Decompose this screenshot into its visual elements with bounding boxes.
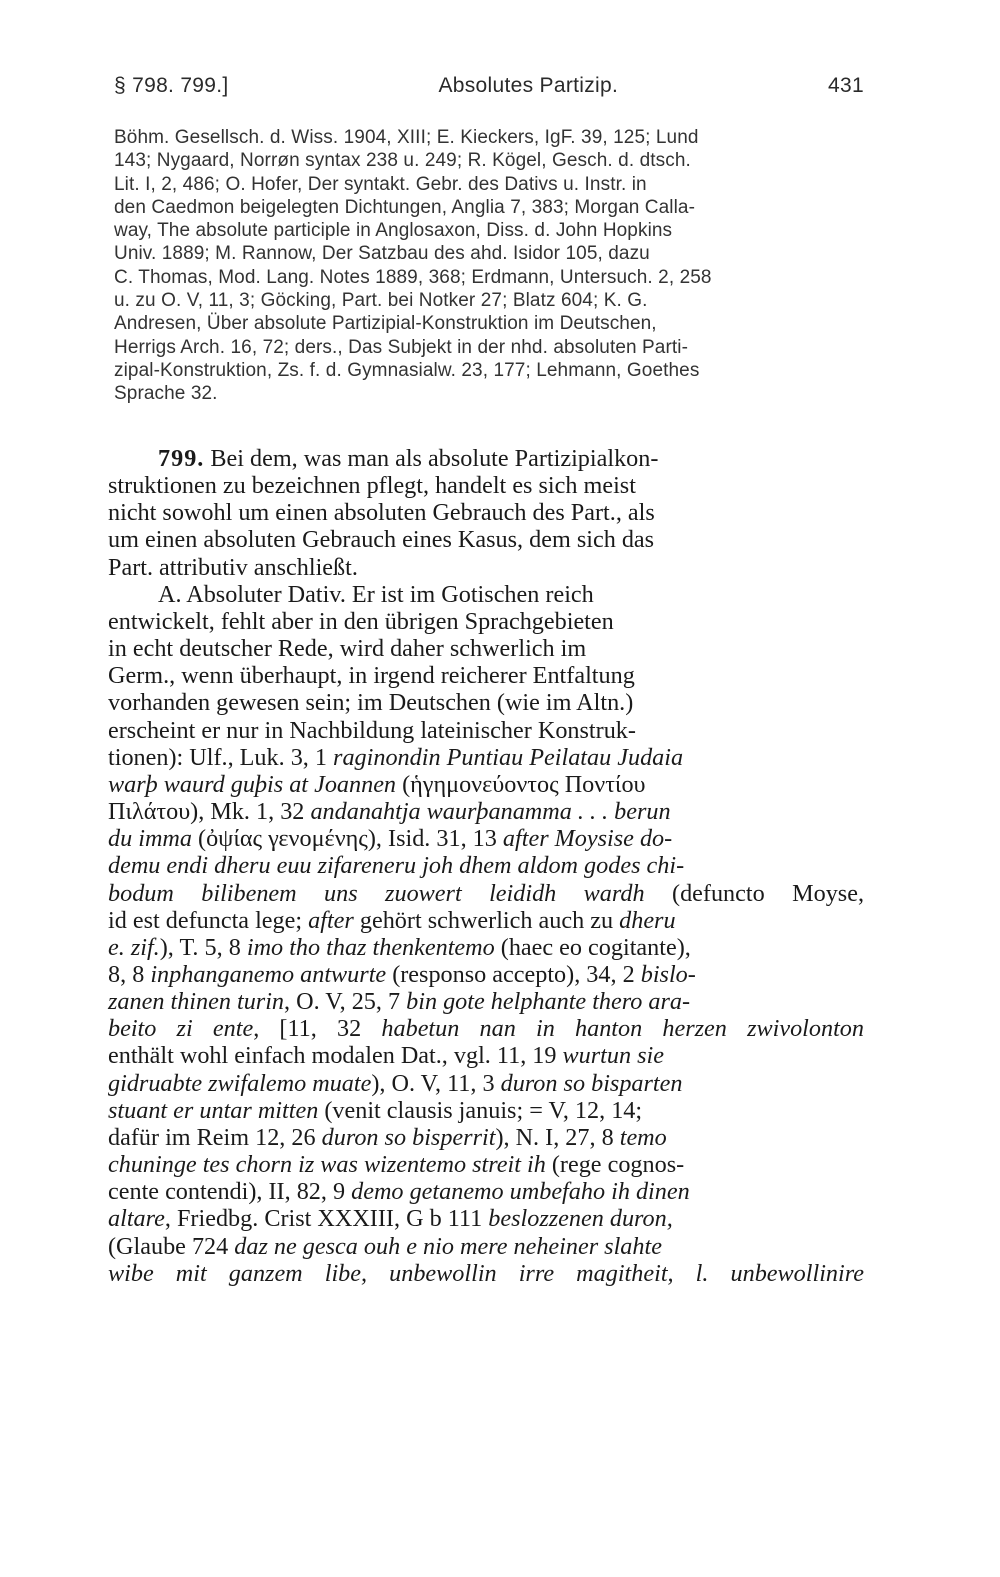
bibliography-line: u. zu O. V, 11, 3; Göcking, Part. bei Notker 27; Blatz 604; K. G. xyxy=(114,290,648,312)
header-section: § 798. 799.] xyxy=(114,74,229,97)
section-a-line: dafür im Reim 12, 26 duron so bisperrit), N. I, 27, 8 temo xyxy=(108,1123,667,1151)
bibliography-line: Univ. 1889; M. Rannow, Der Satzbau des ahd. Isidor 105, dazu xyxy=(114,243,650,265)
section-a-line: erscheint er nur in Nachbildung lateinischer Konstruk- xyxy=(108,716,636,744)
running-header xyxy=(114,74,864,98)
section-a-line: enthält wohl einfach modalen Dat., vgl. 11, 19 wurtun sie xyxy=(108,1042,664,1070)
bibliography-line: Andresen, Über absolute Partizipial-Konstruktion im Deutschen, xyxy=(114,313,657,335)
section-a-line: entwickelt, fehlt aber in den übrigen Sprachgebieten xyxy=(108,607,614,635)
section-a-line: altare, Friedbg. Crist XXXIII, G b 111 beslozzenen duron, xyxy=(108,1205,673,1233)
bibliography-block xyxy=(114,126,864,406)
section-number: 799. xyxy=(158,445,205,472)
section-a-line: (Glaube 724 daz ne gesca ouh e nio mere neheiner slahte xyxy=(108,1232,662,1260)
section-a-line: beito zi ente, [11, 32 habetun nan in hanton herzen zwivolonton xyxy=(108,1015,864,1043)
section-a-line: A. Absoluter Dativ. Er ist im Gotischen reich xyxy=(158,580,594,608)
section-a-line: bodum bilibenem uns zuowert leididh wardh (defuncto Moyse, xyxy=(108,879,864,907)
section-a-line: gidruabte zwifalemo muate), O. V, 11, 3 duron so bisparten xyxy=(108,1069,683,1097)
section-799-line: Part. attributiv anschließt. xyxy=(108,553,358,581)
bibliography-line: Herrigs Arch. 16, 72; ders., Das Subjekt in der nhd. absoluten Parti- xyxy=(114,336,689,358)
section-a-line: Πιλάτου), Mk. 1, 32 andanahtja waurþanamma . . . berun xyxy=(108,798,671,826)
header-page-number: 431 xyxy=(828,74,864,97)
section-a-line: warþ waurd guþis at Joannen (ἡγημονεύοντος Ποντίου xyxy=(108,770,646,798)
bibliography-line: way, The absolute participle in Anglosaxon, Diss. d. John Hopkins xyxy=(114,220,673,242)
bibliography-line: Sprache 32. xyxy=(114,383,218,405)
section-a-line: 8, 8 inphanganemo antwurte (responso accepto), 34, 2 bislo- xyxy=(108,960,696,988)
bibliography-line: C. Thomas, Mod. Lang. Notes 1889, 368; Erdmann, Untersuch. 2, 258 xyxy=(114,266,712,288)
bibliography-line: den Caedmon beigelegten Dichtungen, Anglia 7, 383; Morgan Calla- xyxy=(114,196,696,218)
section-799-line: 799. Bei dem, was man als absolute Partizipialkon- xyxy=(158,445,659,472)
section-a-line: wibe mit ganzem libe, unbewollin irre magitheit, l. unbewollinire xyxy=(108,1259,864,1287)
section-799-line: nicht sowohl um einen absoluten Gebrauch des Part., als xyxy=(108,499,655,527)
section-a-line: tionen): Ulf., Luk. 3, 1 raginondin Puntiau Peilatau Judaia xyxy=(108,743,684,771)
section-a-line: in echt deutscher Rede, wird daher schwerlich im xyxy=(108,635,587,663)
section-a-line: du imma (ὀψίας γενομένης), Isid. 31, 13 after Moysise do- xyxy=(108,825,673,853)
section-a-line: stuant er untar mitten (venit clausis januis; = V, 12, 14; xyxy=(108,1096,643,1124)
bibliography-line: 143; Nygaard, Norrøn syntax 238 u. 249; R. Kögel, Gesch. d. dtsch. xyxy=(114,150,691,172)
section-a-line: zanen thinen turin, O. V, 25, 7 bin gote helphante thero ara- xyxy=(108,988,691,1016)
bibliography-line: Böhm. Gesellsch. d. Wiss. 1904, XIII; E. Kieckers, IgF. 39, 125; Lund xyxy=(114,127,699,148)
section-799-line: um einen absoluten Gebrauch eines Kasus, dem sich das xyxy=(108,526,655,554)
section-a-line: e. zif.), T. 5, 8 imo tho thaz thenkentemo (haec eo cogitante), xyxy=(108,933,691,961)
section-a-line: id est defuncta lege; after gehört schwerlich auch zu dheru xyxy=(108,906,676,934)
section-a-line: chuninge tes chorn iz was wizentemo streit ih (rege cognos- xyxy=(108,1151,685,1179)
main-text xyxy=(108,445,864,1287)
section-a-line: vorhanden gewesen sein; im Deutschen (wie im Altn.) xyxy=(108,689,634,717)
section-799-line: struktionen zu bezeichnen pflegt, handelt es sich meist xyxy=(108,472,636,500)
header-title: Absolutes Partizip. xyxy=(438,74,619,97)
bibliography-line: zipal-Konstruktion, Zs. f. d. Gymnasialw. 23, 177; Lehmann, Goethes xyxy=(114,359,700,381)
bibliography-line: Lit. I, 2, 486; O. Hofer, Der syntakt. Gebr. des Dativs u. Instr. in xyxy=(114,173,647,195)
section-a-line: Germ., wenn überhaupt, in irgend reicherer Entfaltung xyxy=(108,662,635,690)
section-a-line: demu endi dheru euu zifareneru joh dhem aldom godes chi- xyxy=(108,852,685,880)
section-a-line: cente contendi), II, 82, 9 demo getanemo umbefaho ih dinen xyxy=(108,1178,690,1206)
